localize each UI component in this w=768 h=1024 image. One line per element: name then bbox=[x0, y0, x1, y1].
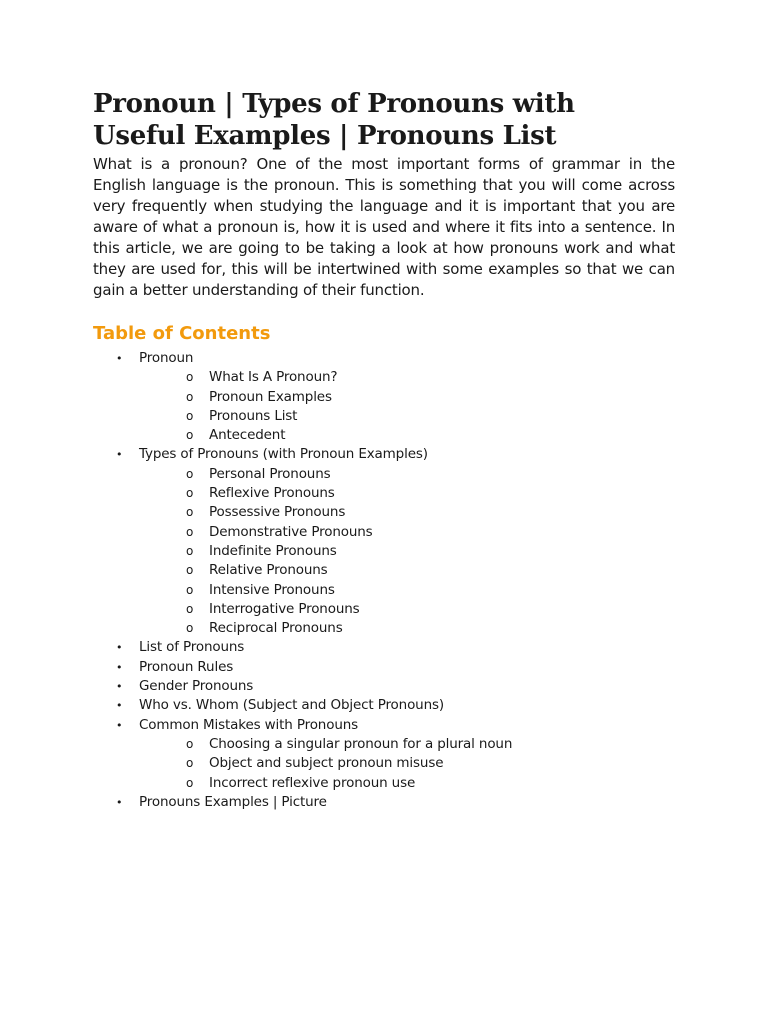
circle-bullet-icon: o bbox=[186, 389, 194, 404]
toc-subitem-label[interactable]: What Is A Pronoun? bbox=[209, 369, 338, 386]
toc-subitem[interactable] bbox=[93, 503, 675, 522]
toc-sublist bbox=[139, 465, 675, 639]
toc-item-label[interactable]: Common Mistakes with Pronouns bbox=[139, 716, 359, 733]
toc-heading: Table of Contents bbox=[93, 323, 271, 344]
toc-item-label[interactable]: Who vs. Whom (Subject and Object Pronouns) bbox=[139, 697, 444, 714]
toc-item-label[interactable]: Gender Pronouns bbox=[139, 678, 254, 695]
toc-item[interactable] bbox=[93, 638, 675, 657]
toc-subitem-label[interactable]: Personal Pronouns bbox=[209, 465, 331, 482]
toc-subitem-label[interactable]: Antecedent bbox=[209, 427, 286, 444]
toc-item[interactable] bbox=[93, 658, 675, 677]
circle-bullet-icon: o bbox=[186, 408, 194, 423]
circle-bullet-icon: o bbox=[186, 543, 194, 558]
bullet-icon: • bbox=[116, 641, 123, 655]
toc-subitem[interactable] bbox=[93, 619, 675, 638]
toc-subitem[interactable] bbox=[93, 465, 675, 484]
toc-subitem[interactable] bbox=[93, 600, 675, 619]
toc-item-label[interactable]: Pronoun Rules bbox=[139, 658, 234, 675]
circle-bullet-icon: o bbox=[186, 621, 194, 636]
circle-bullet-icon: o bbox=[186, 601, 194, 616]
toc-subitem-label[interactable]: Interrogative Pronouns bbox=[209, 600, 360, 617]
toc-subitem[interactable] bbox=[93, 484, 675, 503]
toc-item[interactable] bbox=[93, 793, 675, 812]
bullet-icon: • bbox=[116, 680, 123, 694]
toc-subitem-label[interactable]: Pronoun Examples bbox=[209, 388, 332, 405]
toc-item[interactable] bbox=[93, 716, 675, 793]
toc-subitem[interactable] bbox=[93, 561, 675, 580]
toc-subitem-label[interactable]: Intensive Pronouns bbox=[209, 581, 335, 598]
toc-subitem[interactable] bbox=[93, 754, 675, 773]
toc-subitem-label[interactable]: Possessive Pronouns bbox=[209, 504, 346, 521]
toc-subitem[interactable] bbox=[93, 407, 675, 426]
bullet-icon: • bbox=[116, 352, 123, 365]
toc-item[interactable] bbox=[93, 696, 675, 715]
circle-bullet-icon: o bbox=[186, 756, 194, 771]
circle-bullet-icon: o bbox=[186, 370, 194, 385]
toc-item-label[interactable]: Types of Pronouns (with Pronoun Examples) bbox=[139, 446, 428, 463]
toc-subitem-label[interactable]: Reflexive Pronouns bbox=[209, 485, 335, 502]
toc-subitem-label[interactable]: Choosing a singular pronoun for a plural noun bbox=[209, 735, 513, 752]
circle-bullet-icon: o bbox=[186, 736, 194, 751]
toc-item-label[interactable]: Pronouns Examples | Picture bbox=[139, 793, 327, 810]
toc-subitem-label[interactable]: Pronouns List bbox=[209, 407, 298, 424]
toc-subitem-label[interactable]: Demonstrative Pronouns bbox=[209, 523, 373, 540]
toc-subitem[interactable] bbox=[93, 735, 675, 754]
document-page bbox=[93, 88, 675, 812]
circle-bullet-icon: o bbox=[186, 524, 194, 539]
toc-item[interactable] bbox=[93, 445, 675, 638]
circle-bullet-icon: o bbox=[186, 428, 194, 443]
toc-subitem-label[interactable]: Reciprocal Pronouns bbox=[209, 620, 343, 637]
bullet-icon: • bbox=[116, 718, 123, 732]
toc-subitem[interactable] bbox=[93, 368, 675, 387]
bullet-icon: • bbox=[116, 660, 123, 674]
circle-bullet-icon: o bbox=[186, 582, 194, 597]
bullet-icon: • bbox=[116, 795, 123, 809]
toc-subitem-label[interactable]: Relative Pronouns bbox=[209, 562, 328, 579]
toc-subitem[interactable] bbox=[93, 523, 675, 542]
toc-subitem[interactable] bbox=[93, 426, 675, 445]
intro-paragraph: What is a pronoun? One of the most important forms of grammar in the English language is the pronoun. This is something that you will come across very frequently when studying the language and it is important that you are aware of what a pronoun is, how it is used and where it fits into a sentence. In this article, we are going to be taking a look at how pronouns work and what they are used for, this will be intertwined with some examples so that we can gain a better understanding of their function. bbox=[93, 155, 675, 299]
toc-item-label[interactable]: Pronoun bbox=[139, 350, 194, 366]
toc-subitem[interactable] bbox=[93, 388, 675, 407]
toc-item-label[interactable]: List of Pronouns bbox=[139, 639, 245, 656]
toc-subitem-label[interactable]: Indefinite Pronouns bbox=[209, 542, 337, 559]
toc-item[interactable] bbox=[93, 677, 675, 696]
toc-subitem-label[interactable]: Object and subject pronoun misuse bbox=[209, 755, 444, 772]
toc-subitem[interactable] bbox=[93, 774, 675, 793]
bullet-icon: • bbox=[116, 699, 123, 713]
circle-bullet-icon: o bbox=[186, 486, 194, 501]
toc-item[interactable] bbox=[93, 349, 675, 445]
toc-subitem[interactable] bbox=[93, 581, 675, 600]
circle-bullet-icon: o bbox=[186, 775, 194, 790]
page-title: Pronoun | Types of Pronouns with Useful Examples | Pronouns List bbox=[93, 89, 575, 151]
circle-bullet-icon: o bbox=[186, 563, 194, 578]
table-of-contents bbox=[93, 349, 675, 812]
toc-subitem[interactable] bbox=[93, 542, 675, 561]
circle-bullet-icon: o bbox=[186, 505, 194, 520]
bullet-icon: • bbox=[116, 448, 123, 462]
toc-sublist bbox=[139, 368, 675, 445]
toc-sublist bbox=[139, 735, 675, 793]
toc-subitem-label[interactable]: Incorrect reflexive pronoun use bbox=[209, 774, 416, 791]
circle-bullet-icon: o bbox=[186, 466, 194, 481]
